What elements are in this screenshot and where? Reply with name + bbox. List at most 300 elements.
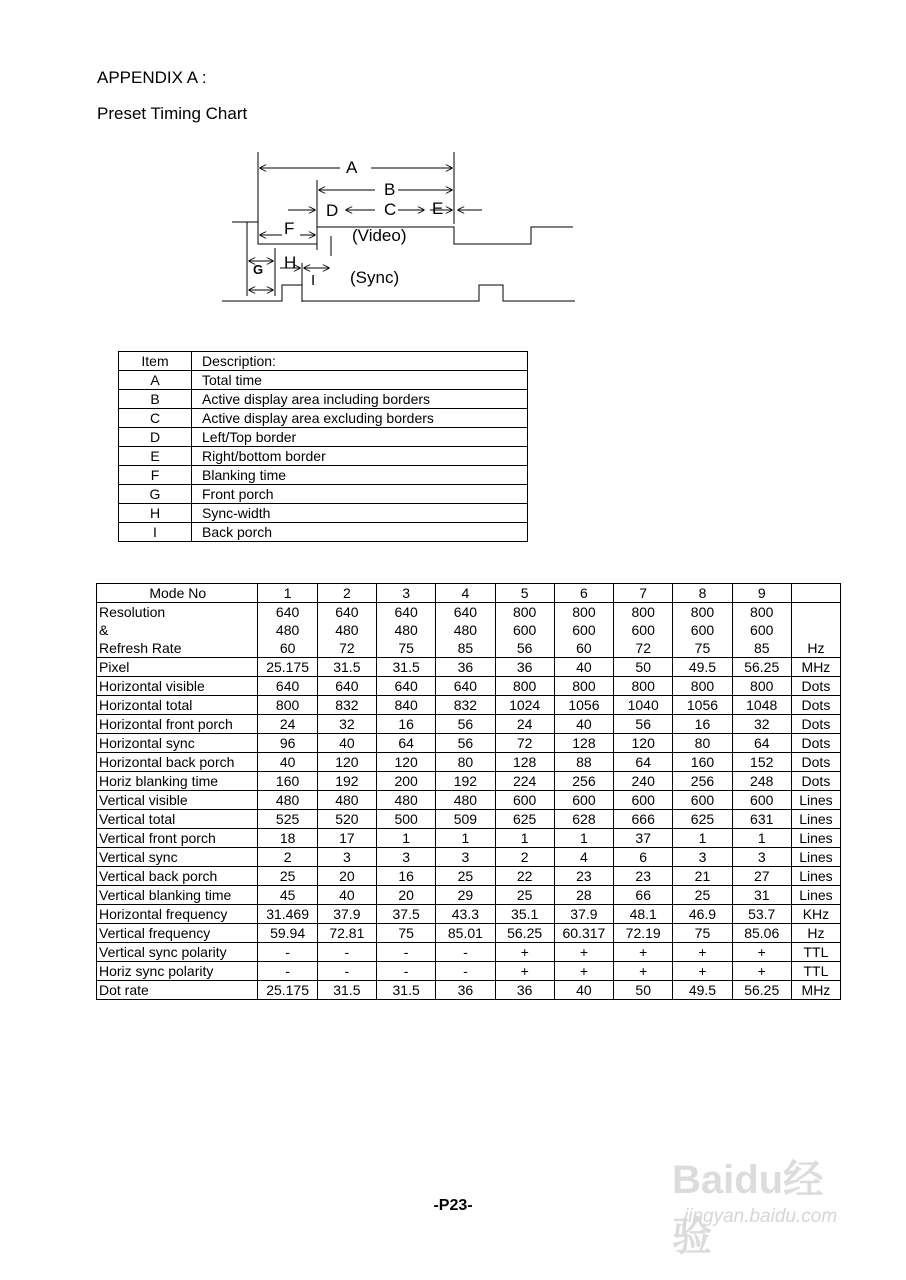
- row-label: Horiz blanking time: [97, 772, 258, 791]
- value-cell: 80: [673, 734, 732, 753]
- value-cell: 120: [377, 753, 436, 772]
- resolution-cell: [377, 603, 436, 658]
- value-cell: 28: [554, 886, 613, 905]
- value-cell: 60.317: [554, 924, 613, 943]
- unit-cell: Lines: [791, 848, 840, 867]
- diagram-label-c: C: [384, 200, 397, 219]
- value-cell: -: [436, 962, 495, 981]
- value-cell: 16: [377, 867, 436, 886]
- unit-cell: MHz: [791, 658, 840, 677]
- unit-cell: Dots: [791, 734, 840, 753]
- table-row: [97, 924, 841, 943]
- value-cell: +: [673, 943, 732, 962]
- value-cell: 3: [673, 848, 732, 867]
- table-row: [97, 658, 841, 677]
- value-cell: +: [554, 962, 613, 981]
- unit-cell: Dots: [791, 677, 840, 696]
- resolution-value: 600: [631, 622, 655, 638]
- value-cell: 832: [436, 696, 495, 715]
- value-cell: 18: [258, 829, 317, 848]
- row-label: Vertical sync: [97, 848, 258, 867]
- resolution-value: 480: [453, 622, 478, 638]
- legend-description: Active display area including borders: [192, 390, 528, 409]
- diagram-label-d: D: [326, 201, 339, 220]
- value-cell: -: [317, 943, 376, 962]
- value-cell: 2: [495, 848, 554, 867]
- value-cell: 22: [495, 867, 554, 886]
- legend-item: A: [119, 371, 192, 390]
- value-cell: 3: [732, 848, 791, 867]
- legend-item: B: [119, 390, 192, 409]
- mode-number: 3: [377, 584, 436, 603]
- row-label: Horizontal sync: [97, 734, 258, 753]
- value-cell: 640: [258, 677, 317, 696]
- resolution-label: [97, 603, 258, 658]
- row-label: Vertical blanking time: [97, 886, 258, 905]
- value-cell: 525: [258, 810, 317, 829]
- resolution-value: 85: [753, 640, 770, 656]
- value-cell: 1: [673, 829, 732, 848]
- mode-number: 1: [258, 584, 317, 603]
- value-cell: 480: [317, 791, 376, 810]
- value-cell: +: [614, 943, 673, 962]
- value-cell: -: [317, 962, 376, 981]
- legend-row: [119, 485, 528, 504]
- value-cell: 3: [436, 848, 495, 867]
- value-cell: 50: [614, 658, 673, 677]
- value-cell: 1: [436, 829, 495, 848]
- legend-row: [119, 466, 528, 485]
- value-cell: 2: [258, 848, 317, 867]
- value-cell: -: [258, 943, 317, 962]
- video-label: (Video): [352, 226, 407, 245]
- value-cell: 640: [436, 677, 495, 696]
- legend-item: F: [119, 466, 192, 485]
- table-row: [97, 943, 841, 962]
- value-cell: 640: [377, 677, 436, 696]
- value-cell: 64: [614, 753, 673, 772]
- watermark: [672, 1140, 852, 1259]
- diagram-label-b: B: [384, 180, 396, 199]
- resolution-value: 75: [694, 640, 711, 656]
- value-cell: 800: [673, 677, 732, 696]
- value-cell: 80: [436, 753, 495, 772]
- resolution-cell: [732, 603, 791, 658]
- table-row: [97, 867, 841, 886]
- timing-diagram: [220, 150, 590, 310]
- resolution-cell: [673, 603, 732, 658]
- value-cell: 56: [614, 715, 673, 734]
- mode-number: 8: [673, 584, 732, 603]
- resolution-value: 640: [275, 604, 300, 620]
- value-cell: 23: [554, 867, 613, 886]
- row-label: Vertical back porch: [97, 867, 258, 886]
- value-cell: 160: [673, 753, 732, 772]
- row-label: Horizontal total: [97, 696, 258, 715]
- chart-subtitle: Preset Timing Chart: [97, 104, 248, 123]
- value-cell: 600: [495, 791, 554, 810]
- legend-header-item: Item: [119, 352, 192, 371]
- value-cell: 200: [377, 772, 436, 791]
- row-label: Vertical total: [97, 810, 258, 829]
- table-row: [97, 829, 841, 848]
- resolution-value: 75: [398, 640, 414, 656]
- table-row: [97, 753, 841, 772]
- value-cell: 25: [495, 886, 554, 905]
- page-number: -P23-: [433, 1197, 473, 1214]
- value-cell: 832: [317, 696, 376, 715]
- value-cell: 59.94: [258, 924, 317, 943]
- row-label: Horizontal frequency: [97, 905, 258, 924]
- value-cell: 128: [495, 753, 554, 772]
- legend-row: [119, 371, 528, 390]
- resolution-value: 480: [335, 622, 359, 638]
- value-cell: 21: [673, 867, 732, 886]
- legend-row: [119, 523, 528, 542]
- value-cell: 256: [554, 772, 613, 791]
- value-cell: 72.19: [614, 924, 673, 943]
- row-label: Dot rate: [97, 981, 258, 1000]
- table-row: [97, 886, 841, 905]
- value-cell: +: [673, 962, 732, 981]
- value-cell: +: [495, 962, 554, 981]
- unit-cell: Lines: [791, 886, 840, 905]
- value-cell: 520: [317, 810, 376, 829]
- resolution-label-line: &: [99, 622, 109, 638]
- row-label: Vertical sync polarity: [97, 943, 258, 962]
- table-row: [97, 810, 841, 829]
- value-cell: +: [495, 943, 554, 962]
- value-cell: 31.5: [317, 658, 376, 677]
- value-cell: 36: [436, 658, 495, 677]
- value-cell: 29: [436, 886, 495, 905]
- row-label: Horizontal front porch: [97, 715, 258, 734]
- resolution-value: 60: [279, 640, 296, 656]
- value-cell: 56.25: [732, 658, 791, 677]
- row-label: Vertical visible: [97, 791, 258, 810]
- value-cell: 500: [377, 810, 436, 829]
- value-cell: 17: [317, 829, 376, 848]
- value-cell: -: [258, 962, 317, 981]
- value-cell: 49.5: [673, 658, 732, 677]
- value-cell: 1: [495, 829, 554, 848]
- value-cell: 75: [673, 924, 732, 943]
- legend-item: H: [119, 504, 192, 523]
- value-cell: 24: [495, 715, 554, 734]
- legend-header-description: Description:: [192, 352, 528, 371]
- value-cell: 1: [377, 829, 436, 848]
- unit-cell: TTL: [791, 943, 840, 962]
- value-cell: 36: [495, 981, 554, 1000]
- table-row: [97, 677, 841, 696]
- value-cell: 600: [673, 791, 732, 810]
- resolution-value: 600: [750, 622, 774, 638]
- value-cell: 40: [554, 981, 613, 1000]
- unit-cell: Lines: [791, 829, 840, 848]
- resolution-value: 640: [335, 604, 359, 620]
- value-cell: 37.5: [377, 905, 436, 924]
- mode-number: 4: [436, 584, 495, 603]
- resolution-value: 800: [631, 604, 655, 620]
- table-row: [97, 791, 841, 810]
- value-cell: 56.25: [495, 924, 554, 943]
- resolution-value: 640: [453, 604, 478, 620]
- legend-row: [119, 447, 528, 466]
- value-cell: 46.9: [673, 905, 732, 924]
- value-cell: 96: [258, 734, 317, 753]
- legend-row: [119, 390, 528, 409]
- table-row: [97, 734, 841, 753]
- resolution-value: 480: [394, 622, 418, 638]
- resolution-value: 800: [512, 604, 537, 620]
- value-cell: 152: [732, 753, 791, 772]
- unit-cell: Lines: [791, 791, 840, 810]
- resolution-label-line: Resolution: [99, 604, 166, 620]
- legend-description: Blanking time: [192, 466, 528, 485]
- legend-row: [119, 428, 528, 447]
- value-cell: 25.175: [258, 658, 317, 677]
- value-cell: 40: [258, 753, 317, 772]
- unit-cell: KHz: [791, 905, 840, 924]
- legend-description: Total time: [192, 371, 528, 390]
- diagram-label-f: F: [284, 219, 295, 238]
- value-cell: 224: [495, 772, 554, 791]
- legend-description: Left/Top border: [192, 428, 528, 447]
- resolution-unit: Hz: [791, 603, 840, 658]
- value-cell: 1: [554, 829, 613, 848]
- resolution-value: 60: [576, 640, 592, 656]
- value-cell: 1040: [614, 696, 673, 715]
- value-cell: 24: [258, 715, 317, 734]
- legend-item: G: [119, 485, 192, 504]
- value-cell: 32: [732, 715, 791, 734]
- value-cell: 85.01: [436, 924, 495, 943]
- value-cell: +: [732, 962, 791, 981]
- resolution-value: 600: [690, 622, 715, 638]
- value-cell: 1024: [495, 696, 554, 715]
- value-cell: 16: [673, 715, 732, 734]
- value-cell: 480: [258, 791, 317, 810]
- value-cell: 160: [258, 772, 317, 791]
- table-row: [97, 848, 841, 867]
- resolution-value: 800: [572, 604, 596, 620]
- value-cell: 640: [317, 677, 376, 696]
- sync-label: (Sync): [350, 268, 400, 287]
- row-label: Vertical front porch: [97, 829, 258, 848]
- value-cell: 23: [614, 867, 673, 886]
- value-cell: 800: [614, 677, 673, 696]
- value-cell: 40: [317, 886, 376, 905]
- value-cell: 628: [554, 810, 613, 829]
- value-cell: 31.5: [377, 658, 436, 677]
- unit-cell: Lines: [791, 867, 840, 886]
- resolution-value: 72: [635, 640, 651, 656]
- diagram-label-g: G: [253, 262, 264, 277]
- table-row: [97, 962, 841, 981]
- timing-table: [96, 583, 841, 1000]
- diagram-label-i: I: [311, 272, 316, 289]
- resolution-value: 800: [690, 604, 715, 620]
- row-label: Pixel: [97, 658, 258, 677]
- value-cell: 6: [614, 848, 673, 867]
- value-cell: 1056: [554, 696, 613, 715]
- value-cell: 25: [436, 867, 495, 886]
- value-cell: 840: [377, 696, 436, 715]
- value-cell: 480: [377, 791, 436, 810]
- mode-header-row: [97, 584, 841, 603]
- value-cell: 43.3: [436, 905, 495, 924]
- resolution-value: 72: [339, 640, 355, 656]
- value-cell: 20: [317, 867, 376, 886]
- value-cell: 56: [436, 734, 495, 753]
- value-cell: 45: [258, 886, 317, 905]
- unit-header: [791, 584, 840, 603]
- diagram-label-h: H: [284, 253, 297, 272]
- resolution-cell: [317, 603, 376, 658]
- value-cell: +: [732, 943, 791, 962]
- value-cell: 256: [673, 772, 732, 791]
- resolution-row: [97, 603, 841, 658]
- row-label: Horiz sync polarity: [97, 962, 258, 981]
- unit-cell: Dots: [791, 696, 840, 715]
- value-cell: 49.5: [673, 981, 732, 1000]
- value-cell: 40: [554, 658, 613, 677]
- value-cell: 25: [673, 886, 732, 905]
- row-label: Vertical frequency: [97, 924, 258, 943]
- value-cell: 240: [614, 772, 673, 791]
- value-cell: 53.7: [732, 905, 791, 924]
- legend-description: Front porch: [192, 485, 528, 504]
- legend-row: [119, 504, 528, 523]
- legend-table: [118, 351, 528, 542]
- appendix-title: APPENDIX A :: [97, 68, 207, 87]
- value-cell: -: [377, 962, 436, 981]
- value-cell: 800: [495, 677, 554, 696]
- value-cell: 31.5: [377, 981, 436, 1000]
- legend-description: Active display area excluding borders: [192, 409, 528, 428]
- resolution-cell: [554, 603, 613, 658]
- unit-cell: Hz: [791, 924, 840, 943]
- value-cell: 64: [377, 734, 436, 753]
- resolution-value: 640: [394, 604, 418, 620]
- value-cell: 625: [673, 810, 732, 829]
- unit-cell: Dots: [791, 715, 840, 734]
- value-cell: 4: [554, 848, 613, 867]
- mode-number: 7: [614, 584, 673, 603]
- resolution-value: 85: [457, 640, 474, 656]
- value-cell: 600: [554, 791, 613, 810]
- legend-item: D: [119, 428, 192, 447]
- table-row: [97, 696, 841, 715]
- value-cell: 31.5: [317, 981, 376, 1000]
- value-cell: -: [377, 943, 436, 962]
- value-cell: 85.06: [732, 924, 791, 943]
- value-cell: 666: [614, 810, 673, 829]
- value-cell: 25: [258, 867, 317, 886]
- value-cell: 600: [614, 791, 673, 810]
- value-cell: 36: [495, 658, 554, 677]
- unit-cell: Dots: [791, 753, 840, 772]
- value-cell: 1048: [732, 696, 791, 715]
- resolution-cell: [614, 603, 673, 658]
- value-cell: 36: [436, 981, 495, 1000]
- value-cell: 192: [436, 772, 495, 791]
- value-cell: +: [554, 943, 613, 962]
- resolution-value: 480: [275, 622, 300, 638]
- legend-description: Right/bottom border: [192, 447, 528, 466]
- value-cell: 480: [436, 791, 495, 810]
- value-cell: 1056: [673, 696, 732, 715]
- value-cell: 600: [732, 791, 791, 810]
- resolution-cell: [436, 603, 495, 658]
- unit-cell: Lines: [791, 810, 840, 829]
- resolution-value: 600: [572, 622, 596, 638]
- table-row: [97, 772, 841, 791]
- value-cell: -: [436, 943, 495, 962]
- value-cell: 800: [258, 696, 317, 715]
- value-cell: 75: [377, 924, 436, 943]
- row-label: Horizontal back porch: [97, 753, 258, 772]
- diagram-label-e: E: [432, 199, 444, 218]
- table-row: [97, 981, 841, 1000]
- resolution-value: 600: [512, 622, 537, 638]
- value-cell: 48.1: [614, 905, 673, 924]
- value-cell: 37.9: [317, 905, 376, 924]
- value-cell: 800: [554, 677, 613, 696]
- value-cell: 800: [732, 677, 791, 696]
- value-cell: 25.175: [258, 981, 317, 1000]
- resolution-cell: [495, 603, 554, 658]
- mode-header-label: Mode No: [97, 584, 258, 603]
- table-row: [97, 715, 841, 734]
- value-cell: 72.81: [317, 924, 376, 943]
- value-cell: 3: [377, 848, 436, 867]
- value-cell: 20: [377, 886, 436, 905]
- resolution-cell: [258, 603, 317, 658]
- value-cell: 16: [377, 715, 436, 734]
- value-cell: 66: [614, 886, 673, 905]
- watermark-url: jingyan.baidu.com: [684, 1206, 838, 1227]
- value-cell: 32: [317, 715, 376, 734]
- value-cell: 120: [614, 734, 673, 753]
- value-cell: 1: [732, 829, 791, 848]
- resolution-label-line: Refresh Rate: [99, 640, 182, 656]
- diagram-label-a: A: [346, 158, 358, 177]
- value-cell: 72: [495, 734, 554, 753]
- value-cell: 50: [614, 981, 673, 1000]
- mode-number: 9: [732, 584, 791, 603]
- legend-item: E: [119, 447, 192, 466]
- value-cell: 3: [317, 848, 376, 867]
- legend-description: Back porch: [192, 523, 528, 542]
- resolution-value: 800: [750, 604, 774, 620]
- legend-item: C: [119, 409, 192, 428]
- value-cell: 64: [732, 734, 791, 753]
- value-cell: 128: [554, 734, 613, 753]
- legend-description: Sync-width: [192, 504, 528, 523]
- resolution-value: 56: [516, 640, 533, 656]
- value-cell: 35.1: [495, 905, 554, 924]
- value-cell: 509: [436, 810, 495, 829]
- mode-number: 2: [317, 584, 376, 603]
- unit-cell: TTL: [791, 962, 840, 981]
- table-row: [97, 905, 841, 924]
- value-cell: 631: [732, 810, 791, 829]
- value-cell: 625: [495, 810, 554, 829]
- legend-row: [119, 409, 528, 428]
- value-cell: 56.25: [732, 981, 791, 1000]
- value-cell: 40: [317, 734, 376, 753]
